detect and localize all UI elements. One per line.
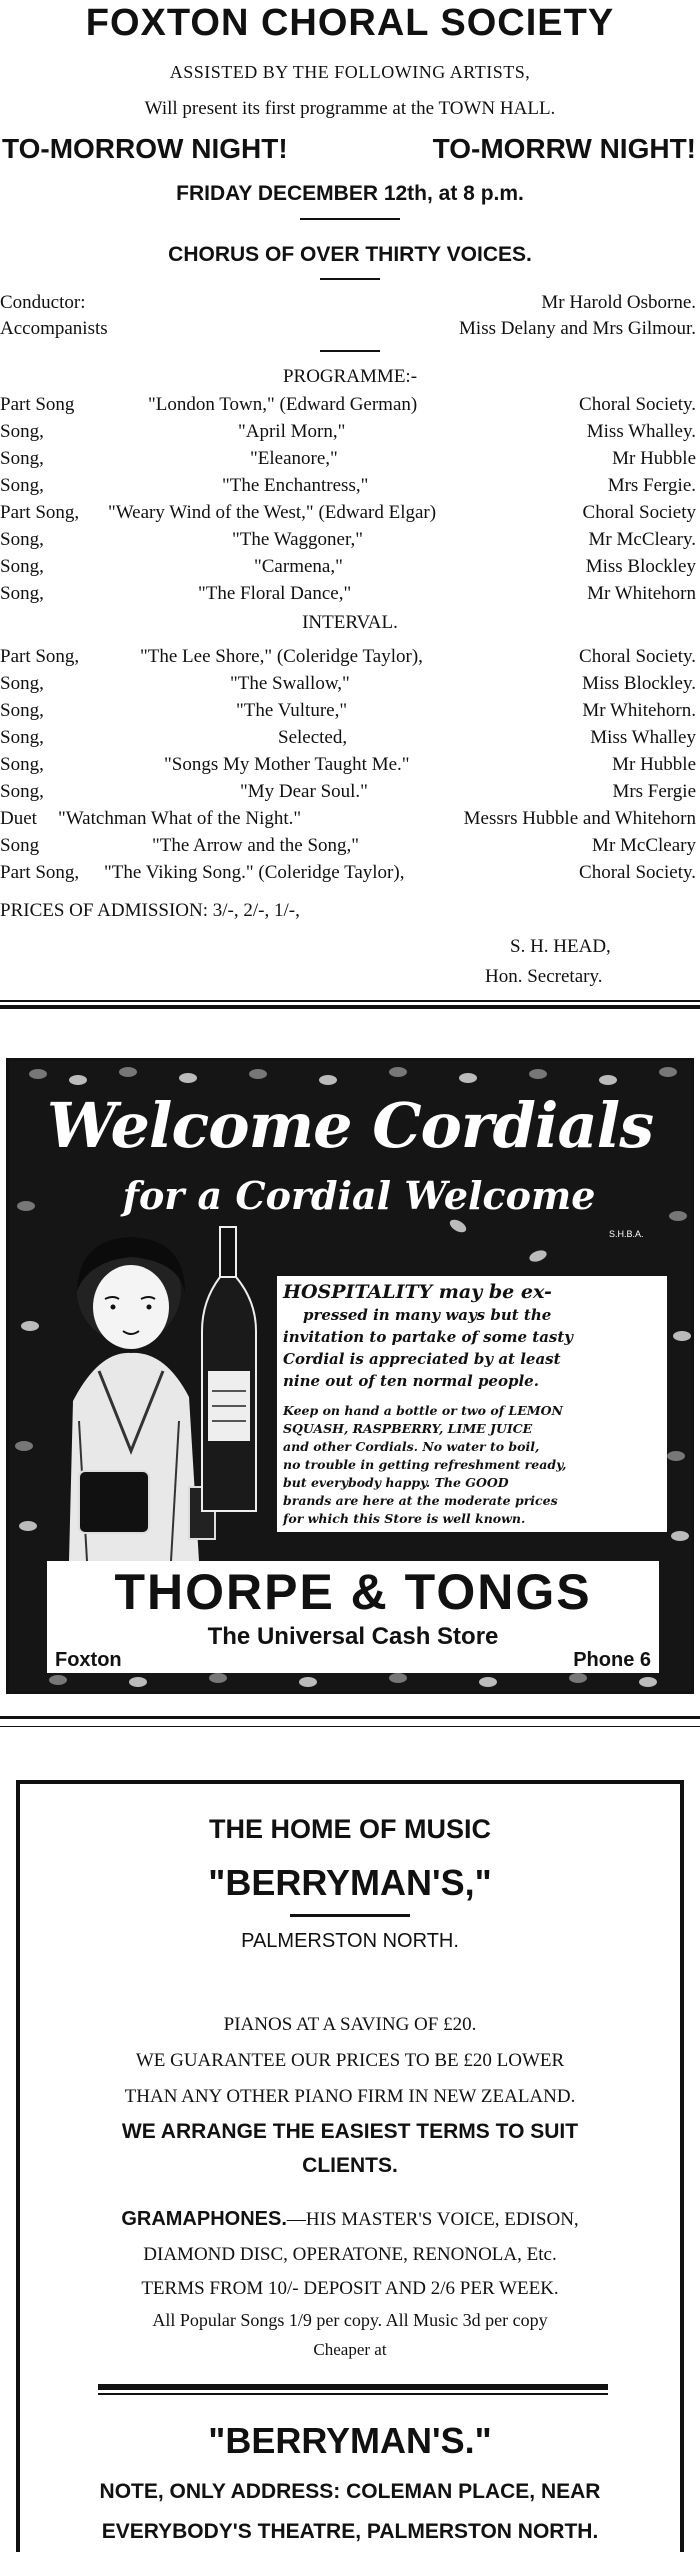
guarantee-line: WE GUARANTEE OUR PRICES TO BE £20 LOWER — [135, 2050, 565, 2071]
programme-item — [0, 835, 700, 862]
item-type: Song, — [0, 475, 44, 496]
column-rule — [0, 1726, 700, 1727]
music-heading: THE HOME OF MUSIC — [209, 1814, 491, 1844]
item-title: "Eleanore," — [250, 448, 338, 469]
programme-item — [0, 754, 700, 781]
conductor-row — [0, 292, 700, 319]
item-title: "London Town," (Edward German) — [148, 394, 418, 415]
item-performer: Miss Whalley — [590, 727, 696, 748]
store-name-berrymans: "BERRYMAN'S," — [208, 1862, 492, 1903]
programme-item — [0, 394, 700, 421]
secretary-name: S. H. HEAD, — [510, 936, 611, 957]
item-performer: Choral Society — [582, 502, 696, 523]
item-performer: Mr Hubble — [612, 754, 696, 775]
programme-item — [0, 727, 700, 754]
popular-songs-line: All Popular Songs 1/9 per copy. All Music 3d per copy — [152, 2310, 548, 2330]
column-rule — [0, 1716, 700, 1719]
interval-heading: INTERVAL. — [302, 612, 398, 633]
present-line: Will present its first programme at the TOWN HALL. — [144, 98, 556, 119]
keep-line: brands are here at the moderate prices — [283, 1493, 558, 1508]
gramophones-line: DIAMOND DISC, OPERATONE, RENONOLA, Etc. — [143, 2244, 557, 2265]
programme-item — [0, 583, 700, 610]
item-title: "The Vulture," — [236, 700, 348, 721]
item-performer: Choral Society. — [579, 394, 696, 415]
conductor-label: Conductor: — [0, 292, 86, 313]
item-type: Song, — [0, 529, 44, 550]
hospitality-line: HOSPITALITY may be ex- — [283, 1281, 552, 1303]
item-title: "April Morn," — [238, 421, 346, 442]
item-performer: Mr Hubble — [612, 448, 696, 469]
programme-item — [0, 529, 700, 556]
item-type: Song, — [0, 673, 44, 694]
programme-item — [0, 502, 700, 529]
cordials-headline: Welcome Cordials — [46, 1089, 654, 1162]
gramophones-terms: TERMS FROM 10/- DEPOSIT AND 2/6 PER WEEK. — [141, 2278, 559, 2299]
item-type: Song, — [0, 727, 44, 748]
accompanists-names: Miss Delany and Mrs Gilmour. — [459, 318, 696, 339]
store-name: THORPE & TONGS — [114, 1564, 592, 1620]
item-title: "The Swallow," — [230, 673, 350, 694]
keep-line: SQUASH, RASPBERRY, LIME JUICE — [283, 1421, 533, 1436]
divider — [290, 1914, 410, 1917]
keep-line: and other Cordials. No water to boil, — [283, 1439, 540, 1454]
assisted-line: ASSISTED BY THE FOLLOWING ARTISTS, — [169, 62, 531, 82]
item-performer: Choral Society. — [579, 646, 696, 667]
keep-line: no trouble in getting refreshment ready, — [283, 1457, 567, 1472]
gramophones-brands: —HIS MASTER'S VOICE, EDISON, — [286, 2209, 579, 2230]
accompanists-row — [0, 318, 700, 345]
store-town: Foxton — [55, 1649, 122, 1671]
store-name-berrymans-footer: "BERRYMAN'S." — [208, 2420, 492, 2461]
item-type: Song — [0, 835, 40, 856]
cheaper-line: Cheaper at — [313, 2340, 387, 2359]
programme-item — [0, 448, 700, 475]
divider — [98, 2393, 608, 2395]
accompanists-label: Accompanists — [0, 318, 108, 339]
admission-prices: PRICES OF ADMISSION: 3/-, 2/-, 1/-, — [0, 900, 300, 921]
item-type: Song, — [0, 754, 44, 775]
keep-line: Keep on hand a bottle or two of LEMON — [283, 1403, 563, 1418]
item-type: Duet — [0, 808, 37, 829]
cordial-bottle-icon — [194, 1221, 264, 1521]
item-title: "The Floral Dance," — [198, 583, 352, 604]
divider — [320, 350, 380, 352]
item-type: Part Song — [0, 394, 75, 415]
programme-item — [0, 673, 700, 700]
concert-date: FRIDAY DECEMBER 12th, at 8 p.m. — [176, 182, 524, 205]
keep-line: for which this Store is well known. — [283, 1511, 526, 1526]
gramophones-label: GRAMAPHONES. — [121, 2208, 287, 2230]
item-type: Part Song, — [0, 502, 80, 523]
chorus-line: CHORUS OF OVER THIRTY VOICES. — [168, 243, 532, 266]
guarantee-line: THAN ANY OTHER PIANO FIRM IN NEW ZEALAND. — [124, 2086, 576, 2107]
item-performer: Mr McCleary. — [588, 529, 696, 550]
item-title: "The Viking Song." (Coleridge Taylor), — [104, 862, 405, 883]
item-performer: Mr Whitehorn — [587, 583, 696, 604]
item-performer: Miss Blockley — [585, 556, 696, 577]
tomorrow-right: TO-MORRW NIGHT! — [432, 133, 696, 164]
programme-item — [0, 646, 700, 673]
artist-mark: S.H.B.A. — [609, 1229, 644, 1239]
item-performer: Miss Whalley. — [586, 421, 696, 442]
item-title: "The Enchantress," — [222, 475, 369, 496]
item-title: "Watchman What of the Night." — [58, 808, 302, 829]
hospitality-line: pressed in many ways but the — [303, 1306, 552, 1324]
hospitality-line: nine out of ten normal people. — [283, 1372, 539, 1390]
cordials-subheadline: for a Cordial Welcome — [122, 1173, 596, 1218]
item-title: Selected, — [278, 727, 348, 748]
programme-item — [0, 421, 700, 448]
address-line: EVERYBODY'S THEATRE, PALMERSTON NORTH. — [101, 2520, 599, 2543]
item-type: Part Song, — [0, 862, 80, 883]
item-type: Song, — [0, 583, 44, 604]
item-performer: Mr McCleary — [592, 835, 696, 856]
item-title: "My Dear Soul." — [240, 781, 368, 802]
item-performer: Mrs Fergie. — [607, 475, 696, 496]
item-type: Song, — [0, 700, 44, 721]
programme-item — [0, 556, 700, 583]
item-performer: Messrs Hubble and Whitehorn — [463, 808, 696, 829]
tomorrow-left: TO-MORROW NIGHT! — [2, 133, 288, 164]
column-rule — [0, 1005, 700, 1009]
store-subtitle: The Universal Cash Store — [207, 1623, 499, 1650]
divider — [98, 2384, 608, 2390]
item-title: "The Arrow and the Song," — [152, 835, 360, 856]
item-title: "The Lee Shore," (Coleridge Taylor), — [140, 646, 423, 667]
item-type: Part Song, — [0, 646, 80, 667]
hospitality-line: Cordial is appreciated by at least — [283, 1350, 561, 1368]
hospitality-copy — [277, 1276, 667, 1532]
berrymans-advertisement — [16, 1780, 684, 2552]
item-title: "The Waggoner," — [232, 529, 364, 550]
address-line: NOTE, ONLY ADDRESS: COLEMAN PLACE, NEAR — [99, 2480, 601, 2503]
terms-line: CLIENTS. — [302, 2154, 398, 2177]
programme-item — [0, 700, 700, 727]
programme-item — [0, 781, 700, 808]
item-title: "Weary Wind of the West," (Edward Elgar) — [108, 502, 437, 523]
divider — [300, 218, 400, 220]
hospitality-line: invitation to partake of some tasty — [283, 1328, 574, 1346]
music-city: PALMERSTON NORTH. — [241, 1930, 459, 1952]
store-panel — [47, 1561, 659, 1673]
cordials-advertisement — [6, 1058, 694, 1694]
terms-line: WE ARRANGE THE EASIEST TERMS TO SUIT — [121, 2120, 579, 2143]
conductor-name: Mr Harold Osborne. — [541, 292, 696, 313]
item-type: Song, — [0, 421, 44, 442]
programme-item — [0, 808, 700, 835]
item-title: "Carmena," — [254, 556, 343, 577]
item-performer: Miss Blockley. — [582, 673, 696, 694]
item-type: Song, — [0, 781, 44, 802]
page-title: FOXTON CHORAL SOCIETY — [85, 2, 615, 44]
programme-item — [0, 862, 700, 889]
programme-heading: PROGRAMME:- — [282, 366, 418, 387]
gramophones-line — [20, 2208, 680, 2231]
secretary-title: Hon. Secretary. — [485, 966, 603, 987]
item-performer: Choral Society. — [579, 862, 696, 883]
item-title: "Songs My Mother Taught Me." — [164, 754, 410, 775]
column-rule — [0, 1000, 700, 1002]
store-phone: Phone 6 — [573, 1649, 651, 1671]
divider — [320, 278, 380, 280]
item-type: Song, — [0, 448, 44, 469]
programme-item — [0, 475, 700, 502]
pianos-line: PIANOS AT A SAVING OF £20. — [223, 2014, 477, 2035]
item-performer: Mr Whitehorn. — [582, 700, 696, 721]
item-type: Song, — [0, 556, 44, 577]
item-performer: Mrs Fergie — [612, 781, 696, 802]
keep-line: but everybody happy. The GOOD — [283, 1475, 509, 1490]
